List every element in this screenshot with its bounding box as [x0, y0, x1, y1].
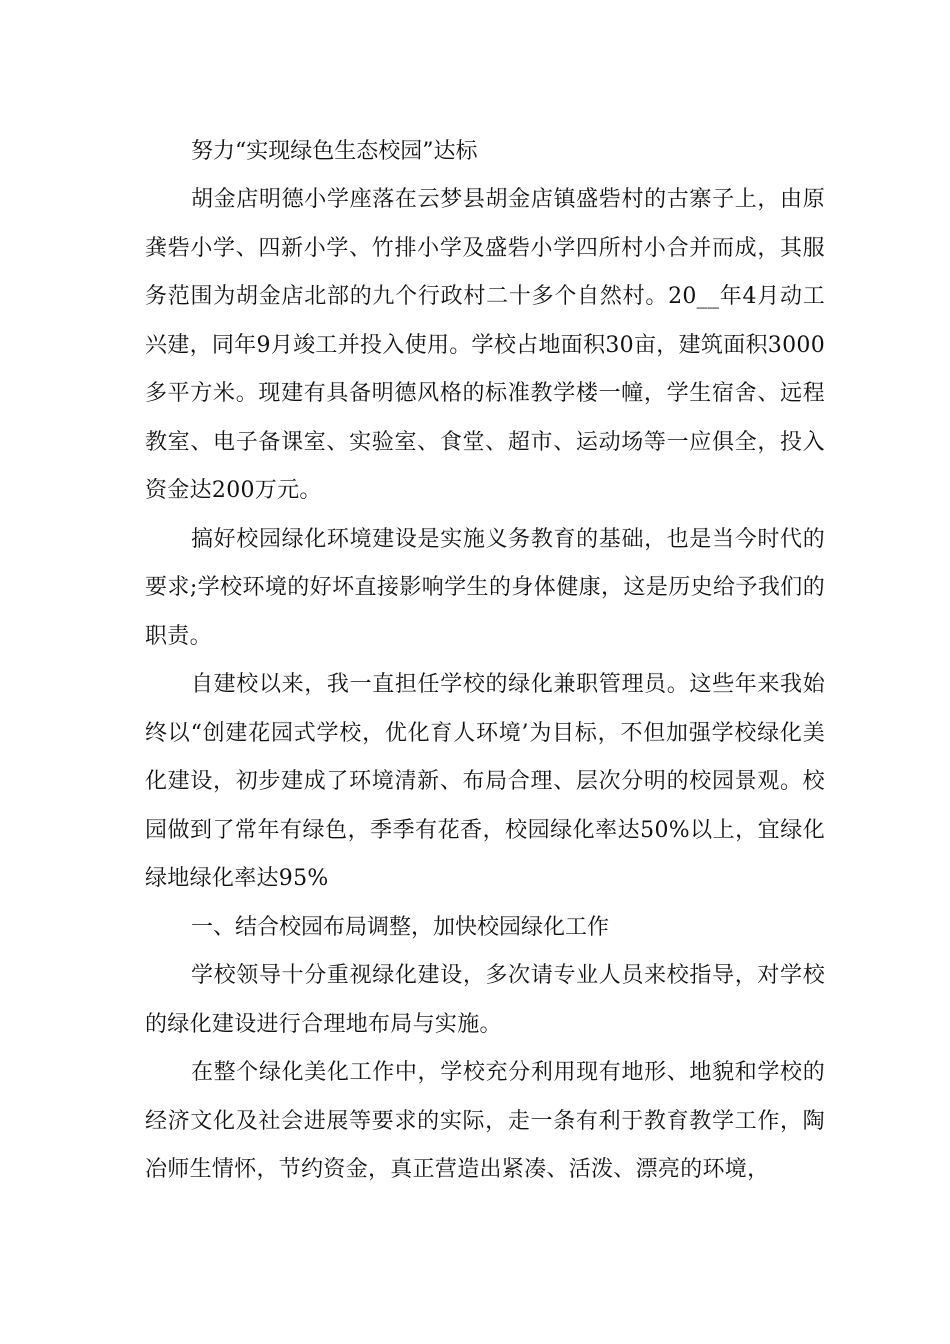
document-title: 努力“实现绿色生态校园”达标	[191, 139, 478, 164]
paragraph-greening-work: 在整个绿化美化工作中，学校充分利用现有地形、地貌和学校的经济文化及社会进展等要求的实际，走一条有利于教育教学工作，陶冶师生情怀，节约资金，真正营造出紧凑、活泼、漂亮的环境，	[145, 1060, 825, 1182]
section-heading: 一、结合校园布局调整，加快校园绿化工作	[191, 914, 610, 940]
paragraph-greening-manager: 自建校以来，我一直担任学校的绿化兼职管理员。这些年来我始终以“创建花园式学校，优化育人环境’为目标，不但加强学校绿化美化建设，初步建成了环境清新、布局合理、层次分明的校园景观。校园做到了常年有绿色，季季有花香，校园绿化率达50%以上，宜绿化绿地绿化率达95%	[145, 672, 825, 891]
document-body	[145, 128, 825, 1195]
paragraph-leadership: 学校领导十分重视绿化建设，多次请专业人员来校指导，对学校的绿化建设进行合理地布局与实施。	[145, 963, 825, 1037]
paragraph-school-intro: 胡金店明德小学座落在云梦县胡金店镇盛砦村的古寨子上，由原龚砦小学、四新小学、竹排小学及盛砦小学四所村小合并而成，其服务范围为胡金店北部的九个行政村二十多个自然村。20__年4月动工兴建，同年9月竣工并投入使用。学校占地面积30亩，建筑面积3000多平方米。现建有具备明德风格的标准教学楼一幢，学生宿舍、远程教室、电子备课室、实验室、食堂、超市、运动场等一应俱全，投入资金达200万元。	[145, 187, 825, 503]
paragraph-greening-importance: 搞好校园绿化环境建设是实施义务教育的基础，也是当今时代的要求;学校环境的好坏直接影响学生的身体健康，这是历史给予我们的职责。	[145, 526, 825, 649]
